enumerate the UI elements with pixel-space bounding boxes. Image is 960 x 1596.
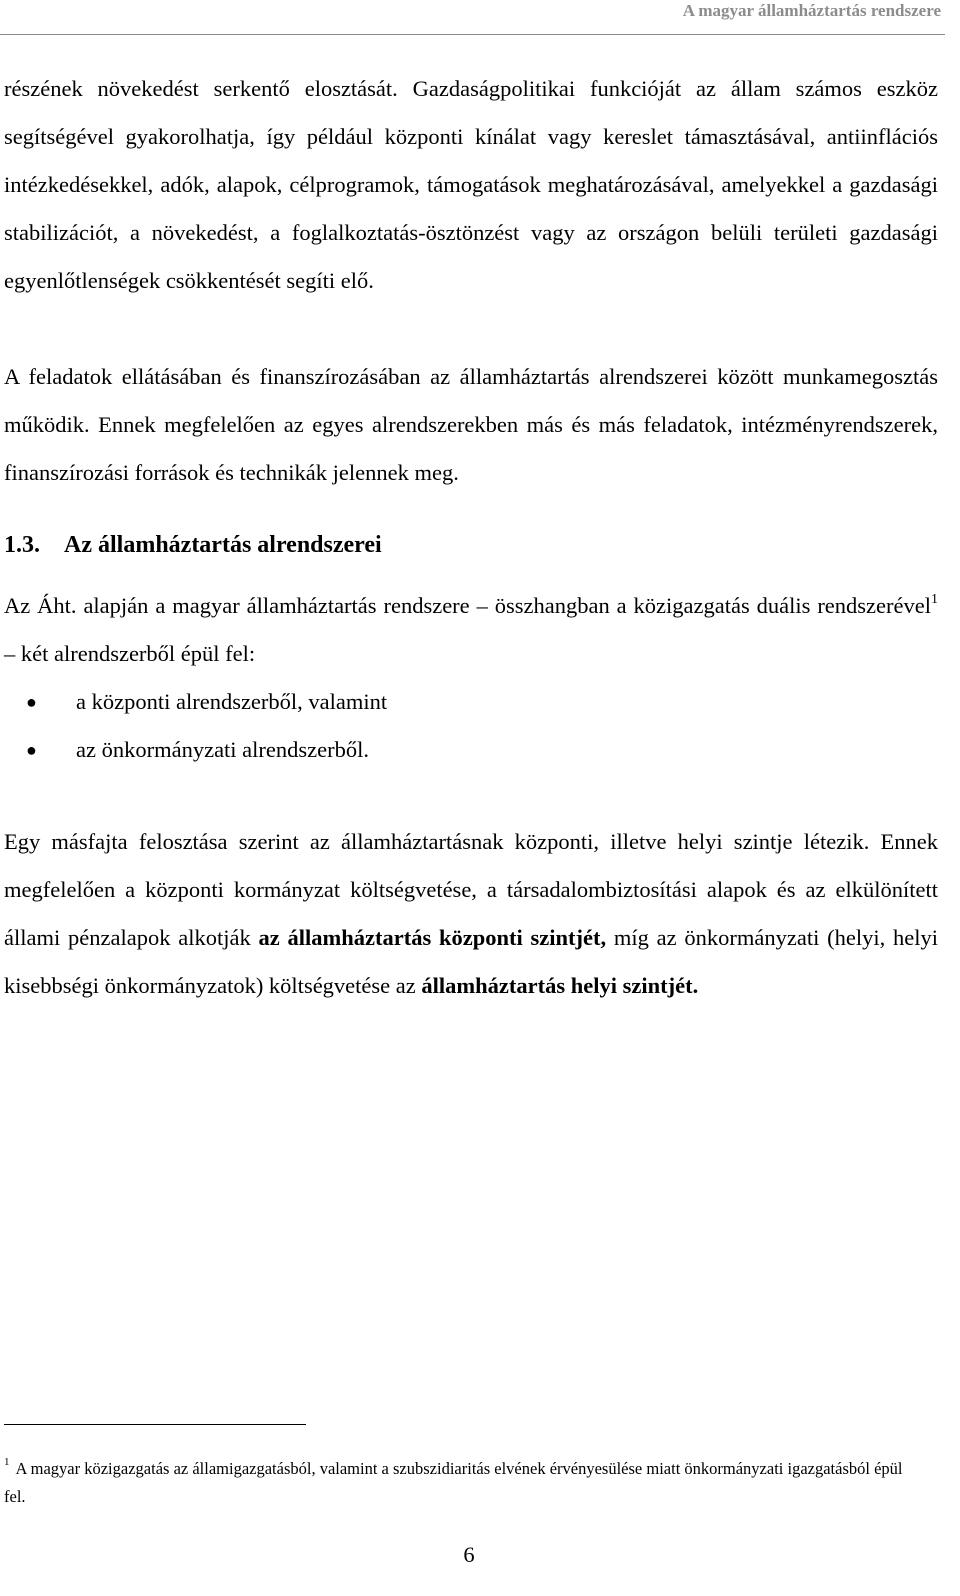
running-header [0, 0, 945, 35]
footnote [4, 1455, 924, 1511]
footnote-text: A magyar közigazgatás az államigazgatásból, valamint a szubszidiaritás elvének érvényesülése miatt önkormányzati igazgatásból épül fel. [4, 1459, 903, 1506]
page-body [4, 65, 938, 1010]
footnote-separator [4, 1424, 306, 1425]
paragraph-levels [4, 818, 938, 1010]
list-item-text: az önkormányzati alrendszerből. [76, 737, 369, 762]
paragraph-division-of-labour: A feladatok ellátásában és finanszírozásában az államháztartás alrendszerei között munkamegosztás működik. Ennek megfelelően az egyes alrendszerekben más és más feladatok, intézményrendszerek, finanszírozási források és technikák jelennek meg. [4, 364, 938, 485]
running-header-title: A magyar államháztartás rendszere [682, 1, 941, 20]
footnote-reference: 1 [931, 591, 938, 607]
section-heading [4, 521, 938, 569]
paragraph-subsystems-intro [4, 582, 938, 678]
levels-text: Egy másfajta felosztása szerint az államháztartásnak központi, illetve helyi szintje létezik. Ennek megfelelően a központi kormányzat költségvetése, a társadalombiztosítási alapok és az elkülönített állami pénzalapok alkotják [4, 829, 938, 950]
page-number: 6 [463, 1542, 475, 1567]
levels-text-continued: míg az önkormányzati (helyi, helyi kisebbségi önkormányzatok) költségvetése az [4, 925, 939, 998]
bullet-icon: ● [26, 740, 37, 760]
footnote-marker: 1 [4, 1455, 10, 1468]
paragraph-economic-policy: részének növekedést serkentő elosztását. Gazdaságpolitikai funkcióját az állam számos eszköz segítségével gyakorolhatja, így például központi kínálat vagy kereslet támasztásával, antiinflációs intézkedésekkel, adók, alapok, célprogramok, támogatások meghatározásával, amelyekkel a gazdasági stabilizációt, a növekedést, a foglalkoztatás-ösztönzést vagy az országon belüli területi gazdasági egyenlőtlenségek csökkentését segíti elő. [4, 76, 938, 293]
local-level-emphasis: államháztartás helyi szintjét. [421, 973, 699, 998]
subsystem-list [4, 678, 938, 774]
intro-text-continued: – két alrendszerből épül fel: [4, 641, 256, 666]
list-item [4, 726, 938, 774]
bullet-icon: ● [26, 692, 37, 712]
list-item [4, 678, 938, 726]
section-title: Az államháztartás alrendszerei [64, 532, 382, 558]
intro-text: Az Áht. alapján a magyar államháztartás rendszere – összhangban a közigazgatás duális rendszerével [4, 593, 931, 618]
central-level-emphasis: az államháztartás központi szintjét, [258, 925, 607, 950]
list-item-text: a központi alrendszerből, valamint [76, 689, 388, 714]
section-number: 1.3. [4, 532, 40, 558]
